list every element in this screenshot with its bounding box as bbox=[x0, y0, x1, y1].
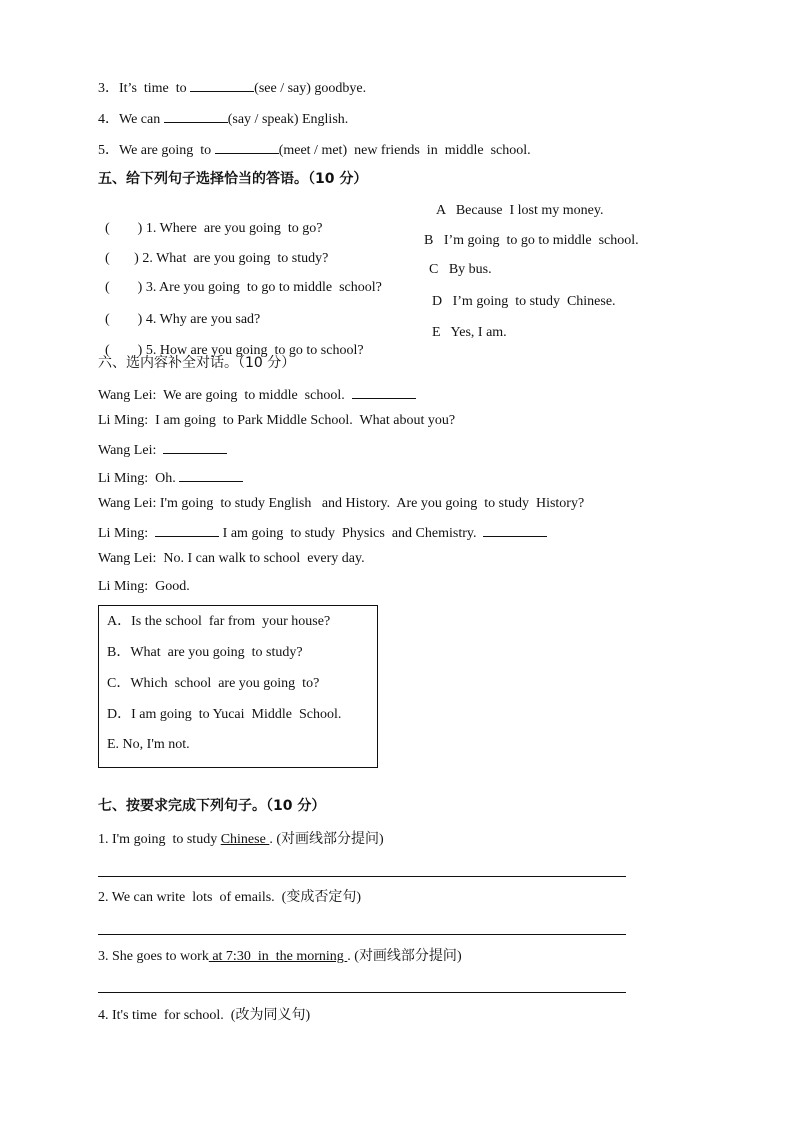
dialogue-line-4 bbox=[98, 468, 243, 488]
dialogue-text: I'm going to study English and History. Are you going to study History? bbox=[159, 496, 585, 511]
answer-paren[interactable]: ( ) bbox=[105, 343, 143, 358]
item-punct: ) bbox=[378, 832, 384, 847]
question-text: 1. Where are you going to go? bbox=[145, 221, 323, 236]
question-text: 2. What are you going to study? bbox=[142, 251, 329, 266]
answer-blank[interactable] bbox=[164, 109, 228, 123]
dialogue-text: No. I can walk to school every day. bbox=[163, 551, 365, 566]
dialogue-text: Good. bbox=[155, 579, 190, 594]
answer-paren[interactable]: ( ) bbox=[105, 280, 143, 295]
answer-paren[interactable]: ( ) bbox=[105, 312, 143, 327]
item-text: 3. She goes to work bbox=[98, 949, 209, 964]
item-punct: ) bbox=[305, 1008, 311, 1023]
dialogue-line-6 bbox=[98, 523, 547, 543]
option-b: B．What are you going to study? bbox=[107, 645, 303, 660]
fill-item-5 bbox=[98, 140, 531, 160]
dialogue-text: Oh. bbox=[155, 471, 176, 486]
match-answer-d: D I’m going to study Chinese. bbox=[432, 294, 616, 309]
speaker: Li Ming: bbox=[98, 579, 149, 594]
speaker: Wang Lei: bbox=[98, 551, 157, 566]
dialogue-text: I am going to Park Middle School. What about you? bbox=[155, 413, 456, 428]
item-punct: ) bbox=[456, 949, 462, 964]
instruction-note: 对画线部分提问 bbox=[280, 831, 379, 847]
option-c: C．Which school are you going to? bbox=[107, 676, 320, 691]
dialogue-line-8 bbox=[98, 578, 190, 596]
answer-paren[interactable]: ( ) bbox=[105, 221, 143, 236]
item-choice: (say / speak) English. bbox=[227, 112, 349, 127]
question-text: 3. Are you going to go to middle school? bbox=[145, 280, 382, 295]
rewrite-item-3 bbox=[98, 947, 462, 966]
match-answer-b: B I’m going to go to middle school. bbox=[424, 233, 639, 248]
item-number: 5． bbox=[98, 143, 119, 158]
dialogue-blank[interactable] bbox=[352, 385, 416, 399]
match-answer-e: E Yes, I am. bbox=[432, 325, 507, 340]
item-text: It’s time to bbox=[119, 81, 191, 96]
answer-line[interactable] bbox=[98, 876, 626, 877]
item-text: We can bbox=[119, 112, 164, 127]
dialogue-line-7 bbox=[98, 550, 365, 568]
option-a: A．Is the school far from your house? bbox=[107, 614, 331, 629]
item-number: 4． bbox=[98, 112, 119, 127]
answer-blank[interactable] bbox=[190, 78, 254, 92]
speaker: Li Ming: bbox=[98, 413, 149, 428]
speaker: Wang Lei: bbox=[98, 388, 157, 403]
speaker: Wang Lei: bbox=[98, 496, 157, 511]
dialogue-line-3 bbox=[98, 440, 227, 460]
match-answer-a: A Because I lost my money. bbox=[436, 203, 604, 218]
underlined-text: Chinese bbox=[220, 832, 270, 847]
option-d: D．I am going to Yucai Middle School. bbox=[107, 707, 342, 722]
dialogue-line-2 bbox=[98, 412, 455, 430]
dialogue-text: We are going to middle school. bbox=[163, 388, 345, 403]
section5-title: 五、给下列句子选择恰当的答语。（10 分） bbox=[98, 171, 368, 187]
match-row-3 bbox=[98, 261, 382, 297]
option-e: E. No, I'm not. bbox=[107, 737, 190, 752]
answer-line[interactable] bbox=[98, 992, 626, 993]
dialogue-blank[interactable] bbox=[163, 440, 227, 454]
item-text: We are going to bbox=[119, 143, 215, 158]
speaker: Wang Lei: bbox=[98, 443, 157, 458]
item-number: 3． bbox=[98, 81, 119, 96]
item-punct: . ( bbox=[269, 832, 281, 847]
rewrite-item-2 bbox=[98, 888, 361, 907]
match-answer-c: C By bus. bbox=[429, 262, 492, 277]
item-text: 1. I'm going to study bbox=[98, 832, 221, 847]
section7-title: 七、按要求完成下列句子。（10 分） bbox=[98, 798, 326, 814]
question-text: 5. How are you going to go to school? bbox=[145, 343, 364, 358]
dialogue-line-1 bbox=[98, 385, 416, 405]
dialogue-blank[interactable] bbox=[155, 523, 219, 537]
answer-paren[interactable]: ( ) bbox=[105, 251, 139, 266]
item-punct: . ( bbox=[347, 949, 359, 964]
item-text: 4. It's time for school. ( bbox=[98, 1008, 236, 1023]
dialogue-line-5 bbox=[98, 495, 584, 513]
instruction-note: 对画线部分提问 bbox=[358, 948, 457, 964]
fill-item-3 bbox=[98, 78, 366, 98]
options-box bbox=[98, 605, 378, 768]
item-choice: (see / say) goodbye. bbox=[254, 81, 367, 96]
rewrite-item-1 bbox=[98, 830, 384, 849]
answer-line[interactable] bbox=[98, 934, 626, 935]
answer-blank[interactable] bbox=[215, 140, 279, 154]
speaker: Li Ming: bbox=[98, 471, 149, 486]
instruction-note: 变成否定句 bbox=[286, 889, 357, 905]
fill-item-4 bbox=[98, 109, 348, 129]
instruction-note: 改为同义句 bbox=[235, 1007, 306, 1023]
speaker: Li Ming: bbox=[98, 526, 149, 541]
dialogue-text: I am going to study Physics and Chemistry. bbox=[222, 526, 477, 541]
dialogue-blank[interactable] bbox=[179, 468, 243, 482]
item-text: 2. We can write lots of emails. ( bbox=[98, 890, 287, 905]
item-choice: (meet / met) new friends in middle school. bbox=[278, 143, 531, 158]
question-text: 4. Why are you sad? bbox=[145, 312, 261, 327]
section6-title: 六、选内容补全对话。（10 分） bbox=[98, 355, 296, 371]
underlined-text: at 7:30 in the morning bbox=[208, 949, 348, 964]
rewrite-item-4 bbox=[98, 1006, 310, 1025]
item-punct: ) bbox=[356, 890, 362, 905]
dialogue-blank[interactable] bbox=[483, 523, 547, 537]
